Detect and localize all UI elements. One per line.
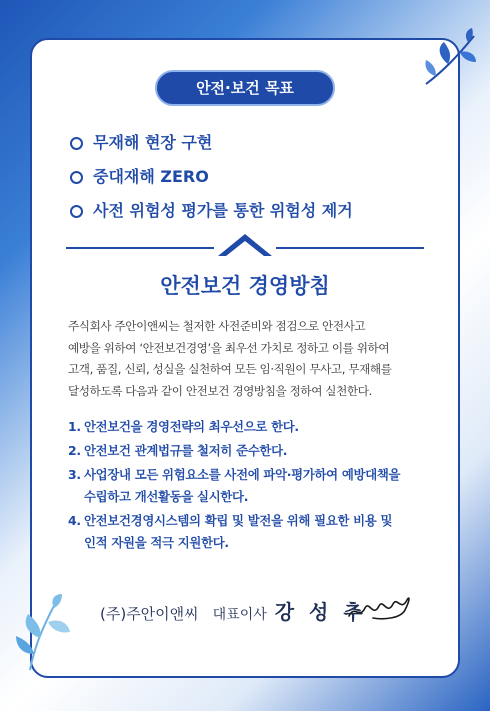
policy-line: 안전보건을 경영전략의 최우선으로 한다. [84, 419, 299, 434]
company-name: (주)주안이앤씨 [100, 605, 199, 623]
leaf-ornament-top-icon [418, 28, 482, 92]
policy-item [68, 416, 438, 438]
intro-line: 주식회사 주안이앤씨는 철저한 사전준비와 점검으로 안전사고 [68, 319, 366, 333]
circle-bullet-icon [70, 205, 83, 218]
circle-bullet-icon [70, 171, 83, 184]
handwritten-signature-icon [345, 590, 415, 624]
policy-number: 3. [68, 467, 81, 482]
goal-text: 사전 위험성 평가를 통한 위험성 제거 [93, 201, 353, 220]
intro-line: 예방을 위하여 ‘안전보건경영’을 최우선 가치로 정하고 이를 위하여 [68, 340, 390, 355]
policy-text [84, 510, 392, 554]
policy-number: 1. [68, 419, 81, 434]
policy-text [84, 464, 400, 508]
policy-line: 안전보건경영시스템의 확립 및 발전을 위해 필요한 비용 및 [84, 513, 393, 528]
goal-item [70, 126, 353, 160]
goal-item [70, 194, 353, 228]
policy-item [68, 464, 438, 508]
goal-text: 무재해 현장 구현 [93, 133, 213, 152]
ceo-name: 강 성 추 [274, 600, 367, 624]
policy-item [68, 510, 438, 554]
goals-title-badge: 안전·보건 목표 [155, 70, 335, 106]
leaf-ornament-bottom-icon [10, 592, 80, 672]
ceo-title: 대표이사 [212, 607, 267, 623]
intro-line: 달성하도록 다음과 같이 안전보건 경영방침을 정하여 실천한다. [68, 383, 372, 398]
circle-bullet-icon [70, 137, 83, 150]
signature-line [100, 596, 367, 625]
policy-line: 수립하고 개선활동을 실시한다. [84, 489, 249, 504]
policy-line: 사업장내 모든 위험요소를 사전에 파악·평가하여 예방대책을 [84, 467, 401, 482]
policy-item [68, 440, 438, 462]
goal-list [70, 126, 353, 228]
policy-text [84, 440, 287, 462]
policy-line: 안전보건 관계법규를 철저히 준수한다. [84, 443, 288, 458]
goal-item [70, 160, 353, 194]
up-arrow-icon [218, 234, 272, 256]
goal-text: 중대재해 ZERO [93, 167, 209, 186]
intro-paragraph [68, 316, 428, 402]
policy-line: 인적 자원을 적극 지원한다. [84, 535, 229, 550]
policy-list [68, 416, 438, 556]
arrow-divider [66, 230, 424, 260]
policy-number: 4. [68, 513, 81, 528]
policy-number: 2. [68, 443, 81, 458]
intro-line: 고객, 품질, 신뢰, 성실을 실천하여 모든 임·직원이 무사고, 무재해를 [68, 362, 392, 376]
policy-text [84, 416, 299, 438]
policy-title: 안전보건 경영방침 [160, 274, 330, 298]
